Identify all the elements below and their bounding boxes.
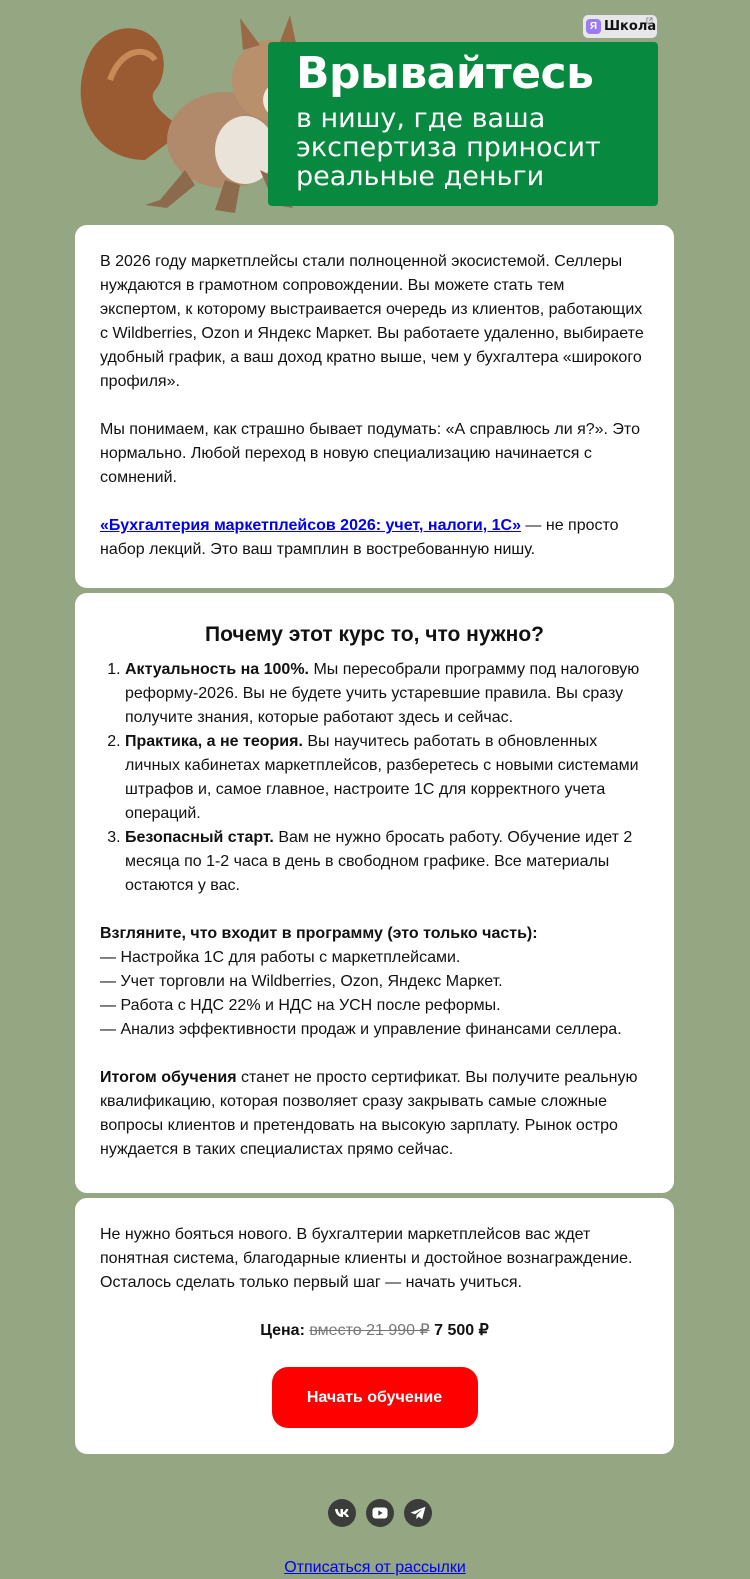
school-logo-icon: Я [586, 19, 601, 34]
intro-paragraph-2: Мы понимаем, как страшно бывает подумать: «А справлюсь ли я?». Это нормально. Любой переход в новую специализацию начинается с сомнений. [100, 421, 640, 486]
intro-paragraph-3 [100, 514, 649, 562]
external-link-icon [646, 17, 653, 24]
intro-paragraph-1: В 2026 году маркетплейсы стали полноценной экосистемой. Селлеры нуждаются в грамотном сопровождении. Вы можете стать тем экспертом, к которому выстраивается очередь из клиентов, работающих с Wildberries, Ozon и Яндекс Маркет. Вы работаете удаленно, выбираете удобный график, а ваш доход кратно выше, чем у бухгалтера «широкого профиля». [100, 253, 644, 390]
offer-card [75, 1198, 674, 1454]
why-title: Почему этот курс то, что нужно? [205, 623, 544, 646]
result-paragraph [100, 1066, 649, 1162]
headline-sub: в нишу, где ваша экспертиза приносит реальные деньги [296, 103, 601, 192]
price-new: 7 500 ₽ [434, 1322, 489, 1339]
benefit-item-title: Практика, а не теория. [125, 733, 303, 750]
unsubscribe-link[interactable]: Отписаться от рассылки [284, 1559, 466, 1576]
result-bold: Итогом обучения [100, 1069, 237, 1086]
benefits-list [100, 658, 649, 898]
benefit-item-text: Вам не нужно бросать работу. Обучение идет 2 месяца по 1-2 часа в день в свободном графике. Все материалы остаются у вас. [125, 829, 633, 894]
telegram-icon[interactable] [404, 1499, 432, 1527]
benefit-item [125, 730, 649, 826]
price-label: Цена: [260, 1322, 305, 1339]
headline-box [268, 42, 658, 206]
vk-icon[interactable] [328, 1499, 356, 1527]
program-title-text: Взгляните, что входит в программу (это только часть): [100, 925, 538, 942]
school-badge[interactable] [583, 15, 657, 38]
benefit-item-title: Актуальность на 100%. [125, 661, 309, 678]
price-old: вместо 21 990 ₽ [309, 1322, 430, 1339]
intro-card [75, 225, 674, 588]
benefit-item-text: Мы пересобрали программу под налоговую реформу-2026. Вы не будете учить устаревшие правила. Вы сразу получите знания, которые работают здесь и сейчас. [125, 661, 640, 726]
program-item: — Анализ эффективности продаж и управление финансами селлера. [100, 1021, 622, 1038]
social-links [328, 1499, 432, 1527]
school-badge-label: Школа [604, 19, 657, 34]
course-link[interactable]: «Бухгалтерия маркетплейсов 2026: учет, налоги, 1С» [100, 517, 521, 534]
program-title [100, 922, 649, 946]
benefit-item-text: Вы научитесь работать в обновленных личных кабинетах маркетплейсов, разберетесь с новыми системами штрафов и, самое главное, настроите 1С для корректного учета операций. [125, 733, 639, 822]
hero-banner [75, 10, 660, 216]
benefit-item [125, 658, 649, 730]
offer-text: Не нужно бояться нового. В бухгалтерии маркетплейсов вас ждет понятная система, благодарные клиенты и достойное вознаграждение. Осталось сделать только первый шаг — начать учиться. [100, 1226, 633, 1291]
start-learning-button[interactable]: Начать обучение [272, 1367, 478, 1428]
why-card [75, 593, 674, 1193]
benefit-item [125, 826, 649, 898]
result-text: станет не просто сертификат. Вы получите реальную квалификацию, которая позволяет сразу закрывать самые сложные вопросы клиентов и претендовать на высокую зарплату. Рынок остро нуждается в таких специалистах прямо сейчас. [100, 1069, 638, 1158]
program-item: — Учет торговли на Wildberries, Ozon, Яндекс Маркет. [100, 973, 503, 990]
price-line [100, 1319, 649, 1343]
program-item: — Настройка 1С для работы с маркетплейсами. [100, 949, 461, 966]
intro-paragraph-3-rest: — не просто набор лекций. Это ваш трамплин в востребованную нишу. [100, 517, 619, 558]
program-item: — Работа с НДС 22% и НДС на УСН после реформы. [100, 997, 501, 1014]
benefit-item-title: Безопасный старт. [125, 829, 274, 846]
headline-main: Врывайтесь [296, 48, 594, 99]
youtube-icon[interactable] [366, 1499, 394, 1527]
